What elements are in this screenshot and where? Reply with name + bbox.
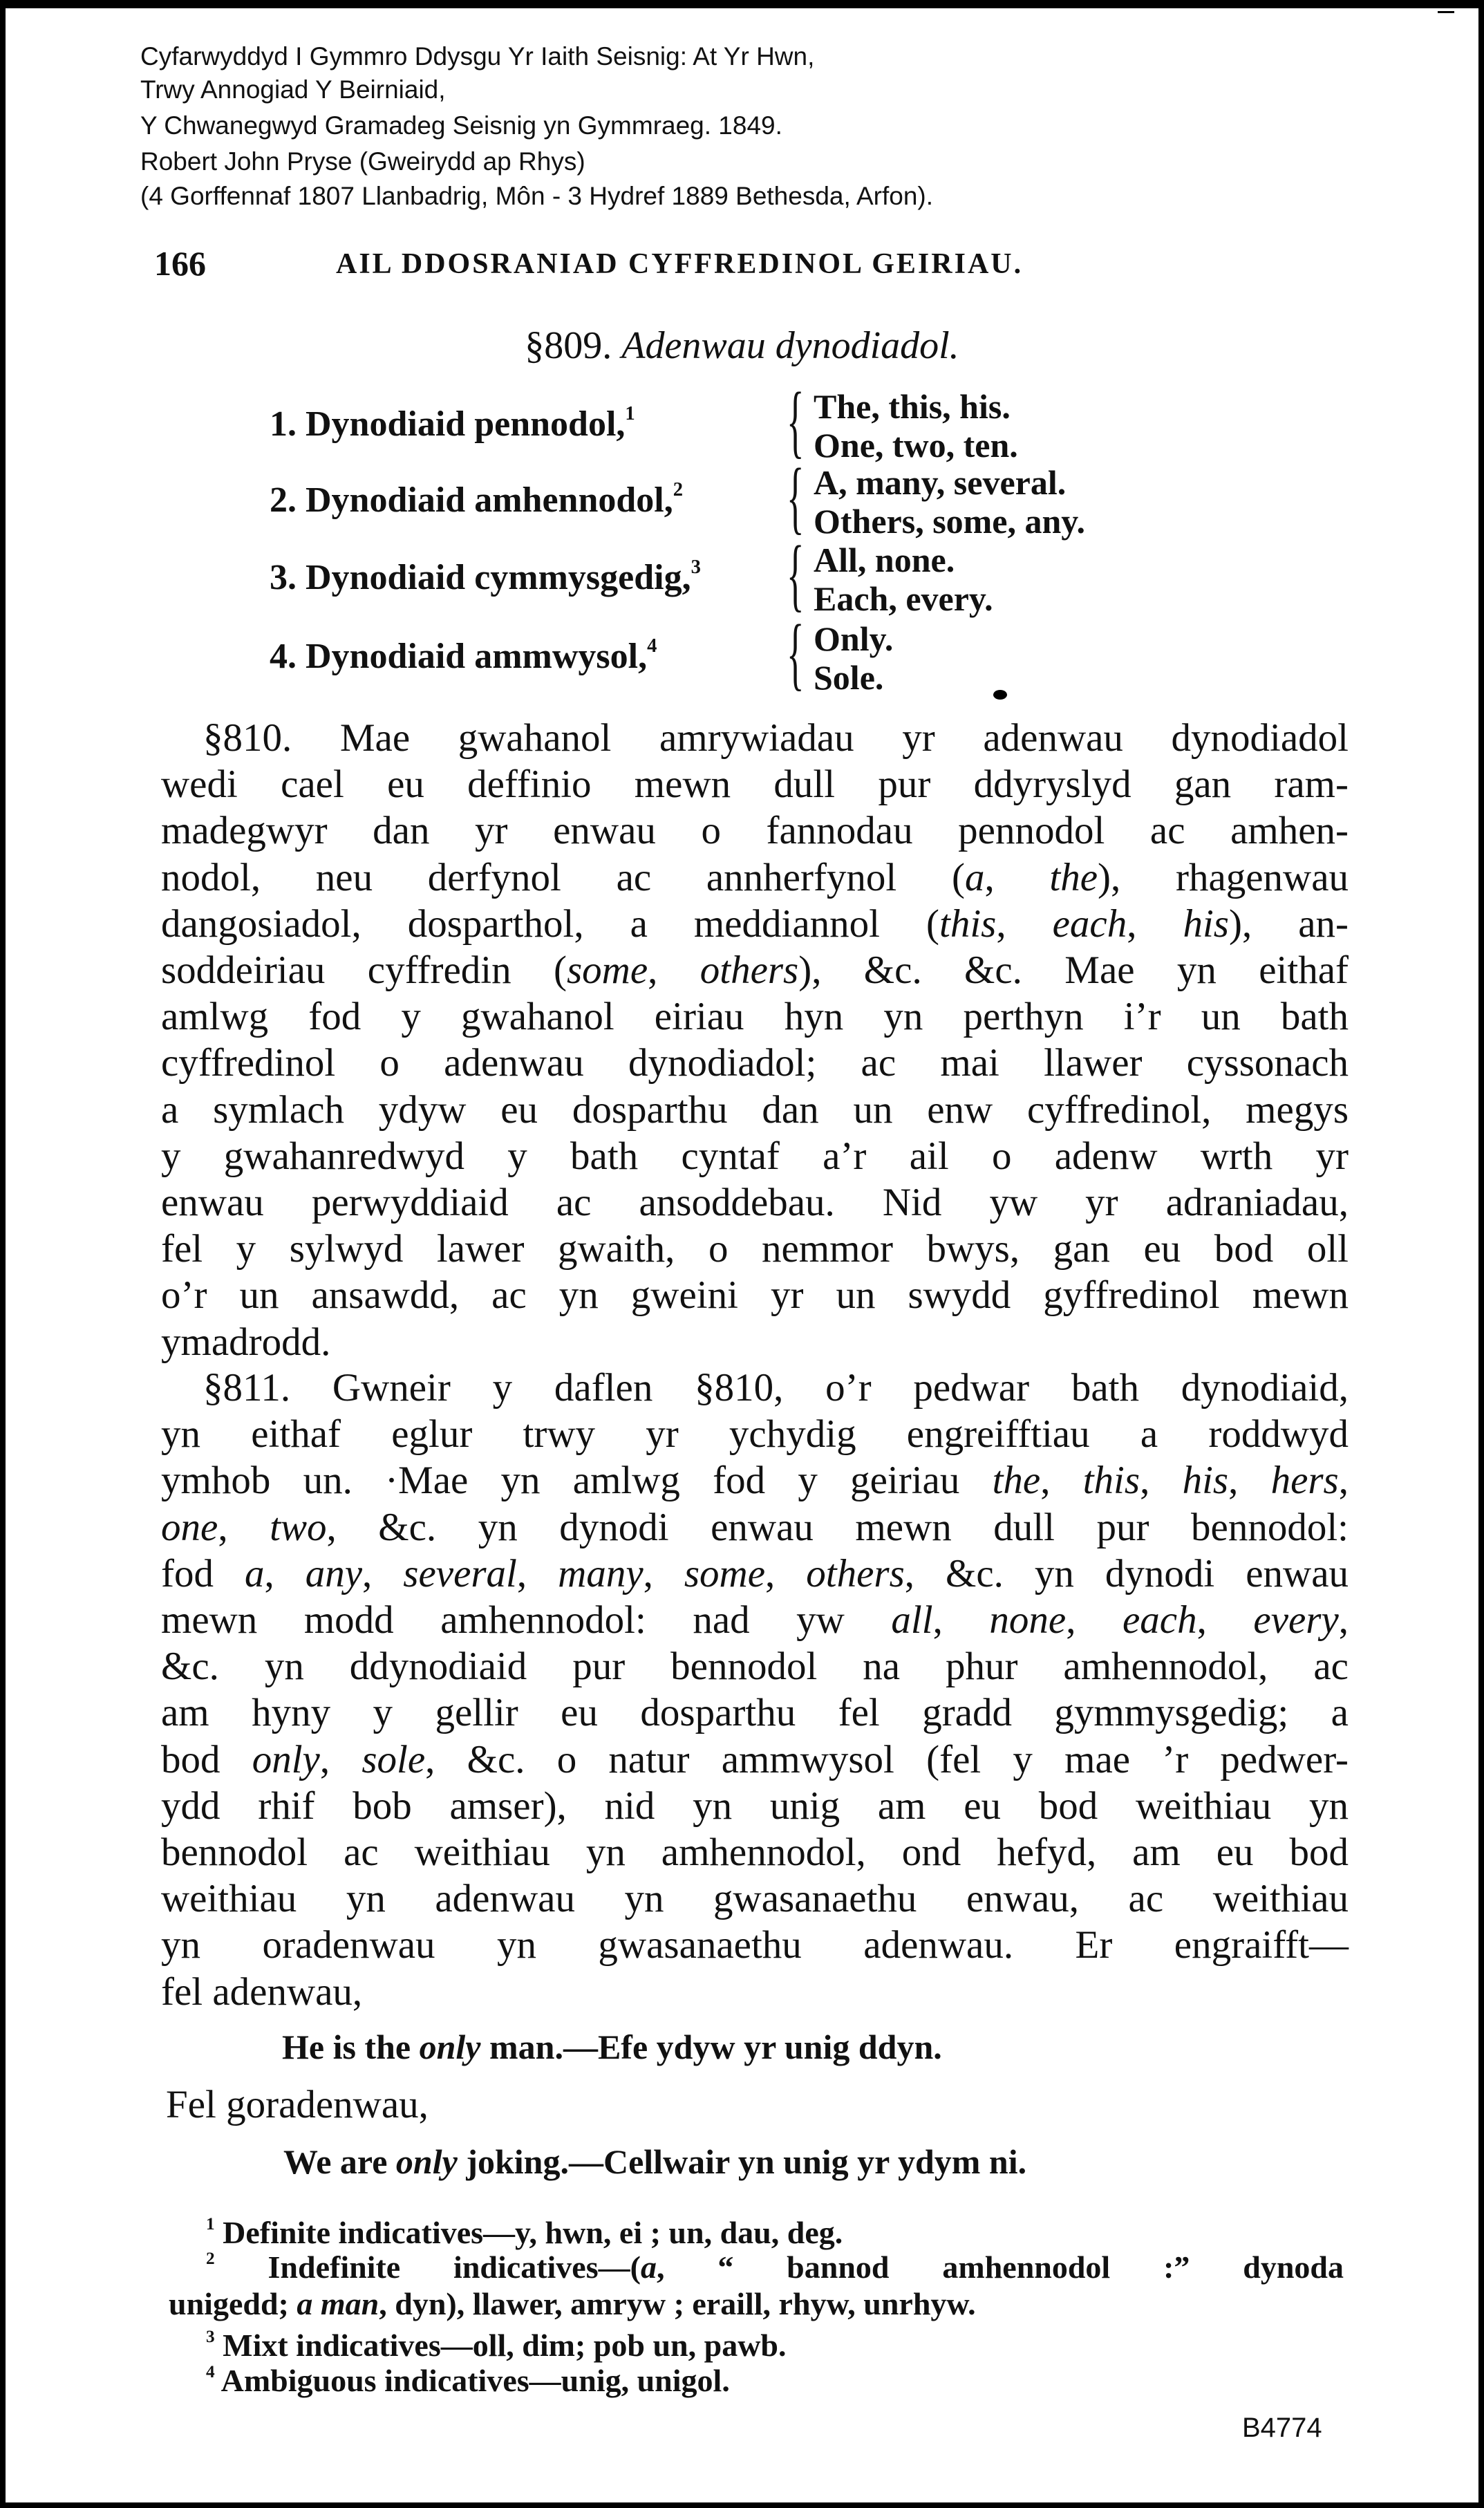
page-number: 166 bbox=[154, 244, 206, 283]
text-run: , bbox=[1040, 1459, 1083, 1503]
text-run: &c. yn ddynodiaid pur bennodol na phur amhennodol, ac bbox=[161, 1645, 1349, 1689]
text-run: §810. Mae gwahanol amrywiadau yr adenwau dynodiadol bbox=[203, 716, 1349, 760]
paragraph-line bbox=[161, 1411, 1349, 1457]
paragraph-line bbox=[161, 1597, 1349, 1643]
example-1 bbox=[282, 2027, 942, 2067]
paragraph-line bbox=[161, 1922, 1349, 1968]
text-run: , bbox=[218, 1505, 270, 1549]
item-number: 1. bbox=[270, 404, 306, 444]
text-run: , bbox=[362, 1551, 404, 1595]
text-run: , bbox=[1338, 1459, 1349, 1503]
text-run: , bbox=[765, 1551, 807, 1595]
paragraph-line bbox=[161, 1643, 1349, 1690]
text-run: , &c. o natur ammwysol (fel y mae ’r pedwer- bbox=[425, 1737, 1349, 1781]
indicative-example: One, two, ten. bbox=[814, 426, 1018, 465]
footnote-mark: 3 bbox=[691, 556, 701, 579]
text-run: madegwyr dan yr enwau o fannodau pennodol ac amhen- bbox=[161, 809, 1349, 853]
text-run: Fel goradenwau, bbox=[166, 2083, 429, 2126]
text-run: , bbox=[1338, 1598, 1349, 1642]
section-title: Adenwau dynodiadol. bbox=[621, 324, 959, 367]
text-run: , bbox=[984, 855, 1050, 899]
text-run: , &c. yn dynodi enwau mewn dull pur bennodol: bbox=[326, 1505, 1349, 1549]
text-run: ), &c. &c. Mae yn eithaf bbox=[798, 948, 1349, 992]
footnote-mark: 3 bbox=[206, 2326, 215, 2346]
text-run: Indefinite indicatives—( bbox=[214, 2249, 641, 2285]
text-run: , &c. yn dynodi enwau bbox=[904, 1551, 1349, 1595]
footnote-mark: 4 bbox=[647, 635, 657, 657]
paragraph-line bbox=[161, 993, 1349, 1040]
section-number: §809. bbox=[525, 324, 612, 367]
item-label: Dynodiaid pennodol, bbox=[306, 404, 626, 444]
italic-run: others bbox=[806, 1551, 905, 1595]
italic-run: a bbox=[640, 2249, 657, 2285]
italic-run: this bbox=[1082, 1459, 1140, 1503]
italic-run: his bbox=[1183, 901, 1229, 946]
text-run: ), an- bbox=[1228, 901, 1349, 946]
text-run: , bbox=[516, 1551, 558, 1595]
italic-run: all bbox=[891, 1598, 933, 1642]
text-run: fel y sylwyd lawer gwaith, o nemmor bwys, gan eu bod oll bbox=[161, 1227, 1349, 1271]
italic-run: two bbox=[270, 1505, 327, 1549]
section-809-heading bbox=[0, 324, 1484, 368]
text-run: dangosiadol, dosparthol, a meddiannol ( bbox=[161, 901, 939, 946]
italic-run: only bbox=[252, 1737, 320, 1781]
italic-run: sole bbox=[361, 1737, 426, 1781]
text-run: ), rhagenwau bbox=[1098, 855, 1349, 899]
indicative-label bbox=[270, 404, 635, 444]
text-run: yn oradenwau yn gwasanaethu adenwau. Er engraifft— bbox=[161, 1923, 1349, 1967]
text-run: unigedd; bbox=[169, 2286, 297, 2321]
text-run: soddeiriau cyffredin ( bbox=[161, 948, 567, 992]
paragraph-line bbox=[161, 1272, 1349, 1318]
paragraph-line bbox=[161, 1179, 1349, 1226]
footnote-mark: 2 bbox=[206, 2248, 215, 2268]
text-run: o’r un ansawdd, ac yn gweini yr un swydd gyffredinol mewn bbox=[161, 1273, 1349, 1318]
scan-mark bbox=[1438, 11, 1454, 13]
paragraph-line bbox=[161, 1457, 1349, 1504]
brace-icon: { bbox=[787, 451, 805, 542]
header-line: Trwy Annogiad Y Beirniaid, bbox=[140, 75, 446, 104]
paragraph-line bbox=[161, 1875, 1349, 1922]
header-line: Y Chwanegwyd Gramadeg Seisnig yn Gymmraeg. 1849. bbox=[140, 111, 782, 140]
italic-run: some bbox=[684, 1551, 766, 1595]
italic-run: some bbox=[566, 948, 648, 992]
paragraph-line bbox=[161, 1969, 1349, 2015]
paragraph-line bbox=[161, 1690, 1349, 1736]
paragraph-line bbox=[161, 1040, 1349, 1086]
paragraph-line bbox=[161, 761, 1349, 807]
header-line: Robert John Pryse (Gweirydd ap Rhys) bbox=[140, 147, 585, 176]
italic-run: every bbox=[1253, 1598, 1339, 1642]
ink-blot bbox=[993, 690, 1007, 700]
footnote bbox=[169, 2286, 976, 2322]
indicative-example: The, this, his. bbox=[814, 387, 1011, 426]
indicative-example: Others, some, any. bbox=[814, 502, 1086, 541]
italic-run: only bbox=[395, 2142, 458, 2181]
paragraph-line bbox=[161, 1829, 1349, 1875]
text-run: fel adenwau, bbox=[161, 1969, 363, 2014]
paragraph-line bbox=[161, 807, 1349, 854]
text-run: , bbox=[1196, 1598, 1254, 1642]
item-label: Dynodiaid ammwysol, bbox=[306, 637, 648, 676]
text-run: , bbox=[932, 1598, 990, 1642]
text-run: §811. Gwneir y daflen §810, o’r pedwar bath dynodiaid, bbox=[203, 1366, 1349, 1410]
paragraph-line bbox=[161, 1319, 1349, 1365]
text-run: , bbox=[319, 1737, 362, 1781]
text-run: weithiau yn adenwau yn gwasanaethu enwau, ac weithiau bbox=[161, 1877, 1349, 1921]
paragraph-line bbox=[161, 1783, 1349, 1829]
text-run: nodol, neu derfynol ac annherfynol ( bbox=[161, 855, 965, 899]
italic-run: his bbox=[1182, 1459, 1229, 1503]
italic-run: each bbox=[1052, 901, 1127, 946]
running-head: AIL DDOSRANIAD CYFFREDINOL GEIRIAU. bbox=[336, 248, 1024, 280]
example-lead bbox=[166, 2082, 429, 2127]
paragraph-line bbox=[161, 854, 1349, 901]
footnote bbox=[206, 2249, 1344, 2285]
indicative-example: Only. bbox=[814, 619, 894, 658]
text-run: yn eithaf eglur trwy yr ychydig engreifftiau a roddwyd bbox=[161, 1412, 1349, 1457]
text-run: , bbox=[1127, 901, 1183, 946]
text-run: joking.—Cellwair yn unig yr ydym ni. bbox=[457, 2142, 1027, 2181]
text-run: bennodol ac weithiau yn amhennodol, ond hefyd, am eu bod bbox=[161, 1831, 1349, 1874]
italic-run: a man bbox=[297, 2286, 379, 2321]
paragraph-line bbox=[161, 1087, 1349, 1133]
header-line: (4 Gorffennaf 1807 Llanbadrig, Môn - 3 Hydref 1889 Bethesda, Arfon). bbox=[140, 182, 934, 210]
paragraph-line bbox=[161, 1551, 1349, 1597]
brace-icon: { bbox=[787, 375, 805, 466]
text-run: , bbox=[264, 1551, 306, 1595]
paragraph-line bbox=[161, 1504, 1349, 1551]
text-run: Ambiguous indicatives—unig, unigol. bbox=[214, 2363, 730, 2398]
text-run: ydd rhif bob amser), nid yn unig am eu bod weithiau yn bbox=[161, 1784, 1349, 1828]
text-run: , dyn), llawer, amryw ; eraill, rhyw, unrhyw. bbox=[379, 2286, 976, 2321]
brace-icon: { bbox=[787, 608, 805, 698]
text-run: We are bbox=[283, 2142, 396, 2181]
text-run: , “ bannod amhennodol :” dynoda bbox=[656, 2249, 1344, 2285]
paragraph-line bbox=[161, 901, 1349, 947]
footnote-mark: 2 bbox=[673, 479, 684, 501]
indicative-example: Sole. bbox=[814, 658, 884, 697]
brace-icon: { bbox=[787, 529, 805, 619]
text-run: wedi cael eu deffinio mewn dull pur ddyryslyd gan ram- bbox=[161, 762, 1349, 807]
text-run: Definite indicatives—y, hwn, ei ; un, dau, deg. bbox=[214, 2215, 843, 2250]
paragraph-line bbox=[203, 1365, 1349, 1411]
example-2 bbox=[283, 2142, 1026, 2182]
italic-run: the bbox=[1049, 855, 1098, 899]
italic-run: a bbox=[244, 1551, 265, 1595]
text-run: man.—Efe ydyw yr unig ddyn. bbox=[480, 2028, 942, 2066]
indicative-label bbox=[270, 557, 701, 598]
text-run: enwau perwyddiaid ac ansoddebau. Nid yw yr adraniadau, bbox=[161, 1181, 1349, 1224]
italic-run: others bbox=[699, 948, 799, 992]
text-run: , bbox=[1066, 1598, 1123, 1642]
text-run: , bbox=[648, 948, 700, 992]
text-run: amlwg fod y gwahanol eiriau hyn yn perthyn i’r un bath bbox=[161, 995, 1349, 1039]
paragraph-line bbox=[203, 715, 1349, 761]
text-run: mewn modd amhennodol: nad yw bbox=[161, 1598, 892, 1642]
italic-run: only bbox=[419, 2028, 481, 2066]
paragraph-line bbox=[161, 947, 1349, 993]
italic-run: any bbox=[305, 1551, 363, 1595]
text-run: bod bbox=[161, 1737, 252, 1781]
footnote bbox=[206, 2328, 787, 2364]
footnote-mark: 1 bbox=[625, 403, 635, 425]
text-run: y gwahanredwyd y bath cyntaf a’r ail o adenw wrth yr bbox=[161, 1134, 1349, 1178]
italic-run: none bbox=[989, 1598, 1067, 1642]
text-run: , bbox=[643, 1551, 684, 1595]
text-run: , bbox=[1140, 1459, 1183, 1503]
italic-run: the bbox=[992, 1459, 1041, 1503]
italic-run: each bbox=[1122, 1598, 1197, 1642]
item-number: 4. bbox=[270, 637, 306, 676]
item-label: Dynodiaid amhennodol, bbox=[306, 480, 673, 520]
italic-run: one bbox=[161, 1505, 218, 1549]
footnote bbox=[206, 2215, 843, 2251]
text-run: , bbox=[1228, 1459, 1271, 1503]
text-run: fod bbox=[161, 1551, 245, 1595]
header-line: Cyfarwyddyd I Gymmro Ddysgu Yr Iaith Seisnig: At Yr Hwn, bbox=[140, 42, 815, 71]
paragraph-line bbox=[161, 1226, 1349, 1272]
indicative-example: A, many, several. bbox=[814, 463, 1067, 502]
footnote-mark: 1 bbox=[206, 2214, 215, 2234]
indicative-example: All, none. bbox=[814, 541, 955, 579]
text-run: am hyny y gellir eu dosparthu fel gradd gymmysgedig; a bbox=[161, 1691, 1349, 1735]
italic-run: this bbox=[939, 901, 997, 946]
italic-run: many bbox=[558, 1551, 644, 1595]
item-number: 2. bbox=[270, 480, 306, 520]
indicative-example: Each, every. bbox=[814, 579, 993, 618]
text-run: ymadrodd. bbox=[161, 1320, 331, 1364]
text-run: cyffredinol o adenwau dynodiadol; ac mai llawer cyssonach bbox=[161, 1041, 1349, 1085]
footnote bbox=[206, 2363, 730, 2399]
item-label: Dynodiaid cymmysgedig, bbox=[306, 558, 691, 597]
text-run: ymhob un. ·Mae yn amlwg fod y geiriau bbox=[161, 1459, 993, 1503]
text-run: Mixt indicatives—oll, dim; pob un, pawb. bbox=[214, 2328, 787, 2363]
indicative-label bbox=[270, 636, 657, 677]
paragraph-line bbox=[161, 1133, 1349, 1179]
text-run: a symlach ydyw eu dosparthu dan un enw cyffredinol, megys bbox=[161, 1087, 1349, 1132]
item-number: 3. bbox=[270, 558, 306, 597]
italic-run: hers bbox=[1270, 1459, 1339, 1503]
footnote-mark: 4 bbox=[206, 2361, 215, 2381]
indicative-label bbox=[270, 480, 683, 521]
italic-run: several bbox=[403, 1551, 517, 1595]
paragraph-line bbox=[161, 1737, 1349, 1783]
text-run: He is the bbox=[282, 2028, 420, 2066]
text-run: , bbox=[996, 901, 1053, 946]
italic-run: a bbox=[964, 855, 985, 899]
catalogue-code: B4774 bbox=[1242, 2413, 1322, 2443]
